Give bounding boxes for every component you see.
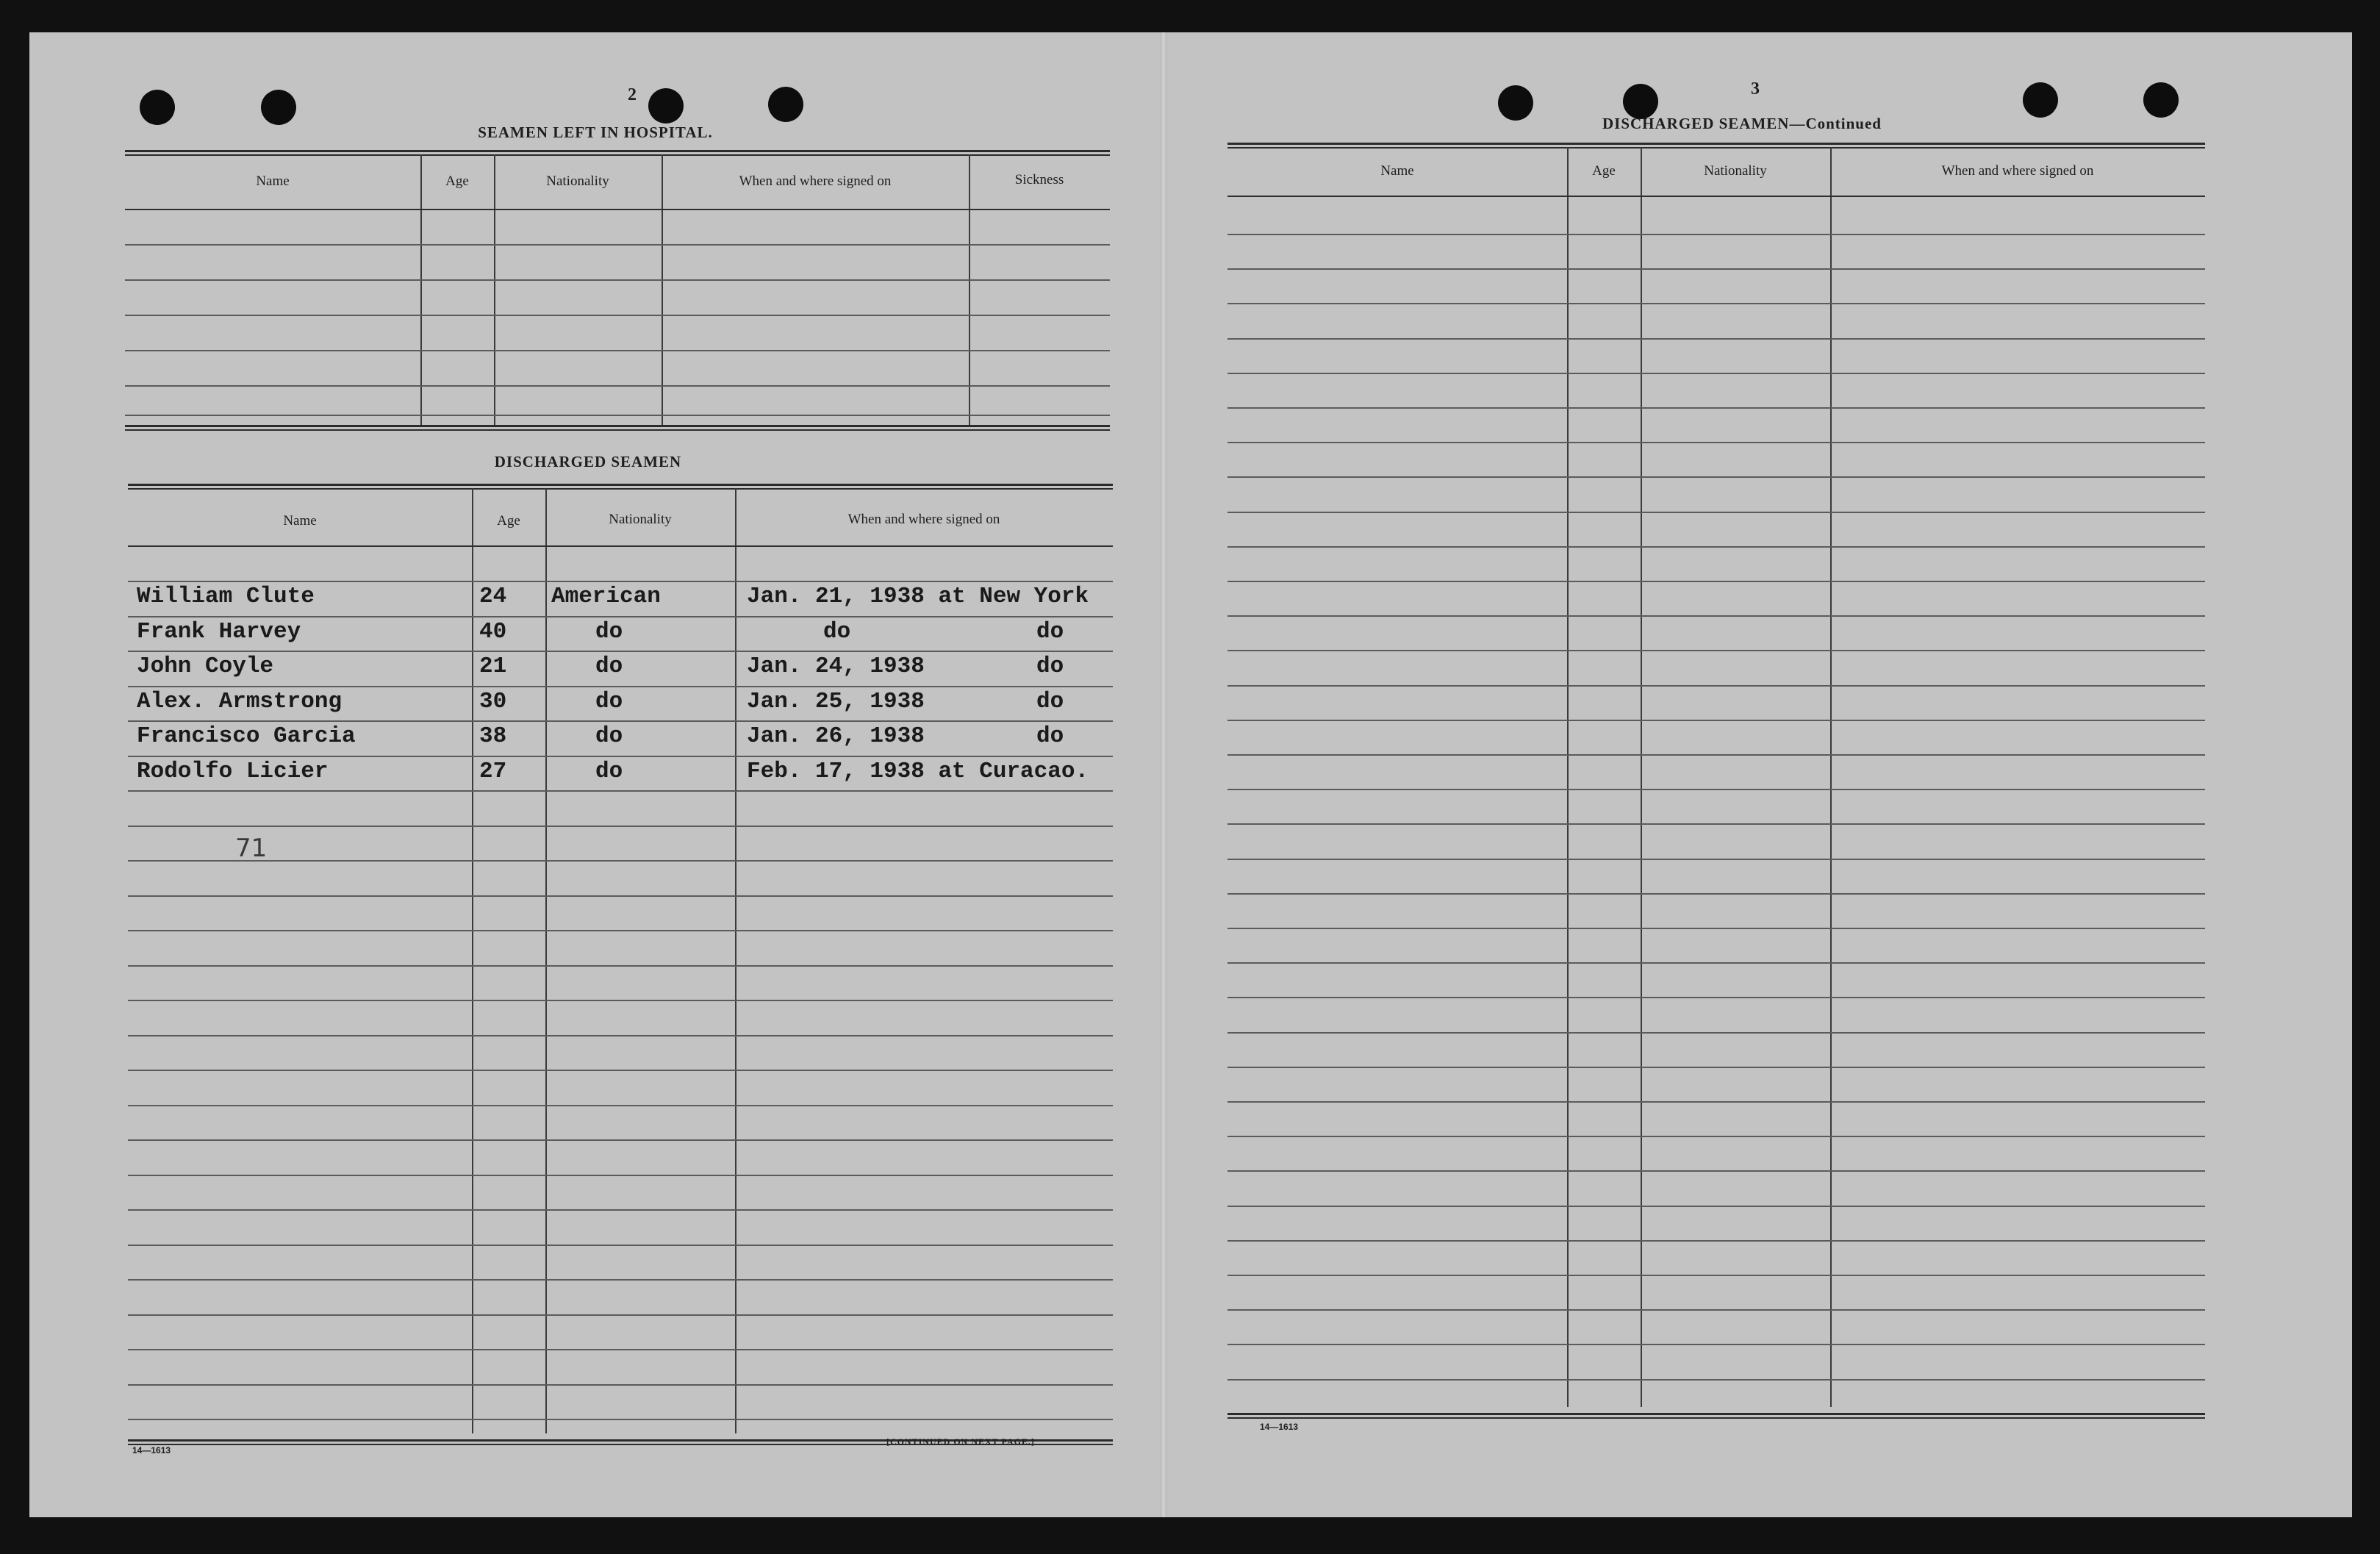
seaman-signed-on: Feb. 17, 1938 at Curacao.	[747, 758, 1089, 784]
seaman-age: 30	[479, 688, 507, 715]
ruled-line	[128, 790, 1113, 792]
ruled-line	[1227, 1170, 2205, 1172]
ruled-line	[1227, 962, 2205, 964]
ruled-line	[1227, 720, 2205, 721]
document-sheet	[29, 32, 2352, 1517]
ruled-line	[128, 1209, 1113, 1211]
seaman-age: 38	[479, 723, 507, 749]
ruled-line	[1227, 1136, 2205, 1137]
seaman-age: 21	[479, 654, 507, 679]
col-header-age: Age	[497, 513, 520, 529]
ruled-line	[1227, 476, 2205, 478]
ruled-line	[1227, 512, 2205, 513]
page-number: 2	[628, 85, 637, 104]
seaman-age: 27	[479, 758, 507, 784]
seaman-name: Francisco Garcia	[137, 723, 356, 749]
page-number: 3	[1751, 79, 1760, 99]
ruled-line	[128, 1139, 1113, 1141]
ruled-line	[128, 1279, 1113, 1281]
discharged-continued-table	[1227, 143, 2205, 1451]
ruled-line	[1227, 997, 2205, 998]
ruled-line	[1227, 1240, 2205, 1242]
seaman-nationality: do	[595, 654, 623, 679]
seaman-nationality: do	[595, 723, 623, 749]
ruled-line	[1227, 789, 2205, 790]
ruled-line	[128, 860, 1113, 862]
ruled-line	[128, 826, 1113, 827]
seaman-signed-on: Jan. 21, 1938 at New York	[747, 584, 1089, 609]
discharged-section-title: DISCHARGED SEAMEN	[494, 453, 682, 470]
ruled-line	[1227, 268, 2205, 270]
seaman-nationality: American	[551, 584, 661, 609]
col-header-signed-on: When and where signed on	[1941, 163, 2094, 179]
ruled-line	[1227, 823, 2205, 825]
seaman-signed-place: do	[1036, 618, 1064, 645]
seaman-signed-on: Jan. 25, 1938	[747, 688, 925, 715]
ruled-line	[1227, 1275, 2205, 1276]
seaman-nationality: do	[595, 688, 623, 715]
col-header-age: Age	[445, 173, 469, 189]
ruled-line	[1227, 650, 2205, 651]
ruled-line	[128, 1175, 1113, 1176]
seaman-age: 40	[479, 618, 507, 645]
ruled-line	[1227, 1344, 2205, 1345]
seaman-name: Alex. Armstrong	[137, 688, 343, 715]
continued-note: [CONTINUED ON NEXT PAGE.]	[886, 1436, 1035, 1447]
ruled-line	[1227, 407, 2205, 409]
ruled-line	[128, 930, 1113, 931]
ruled-line	[128, 1035, 1113, 1036]
ruled-line	[128, 1384, 1113, 1386]
seaman-signed-place: do	[1036, 654, 1064, 679]
ruled-line	[1227, 859, 2205, 860]
seaman-name: Frank Harvey	[137, 618, 301, 645]
page-fold	[1160, 32, 1167, 1517]
ruled-line	[1227, 685, 2205, 687]
ruled-line	[1227, 303, 2205, 304]
col-header-nationality: Nationality	[1704, 163, 1767, 179]
ruled-line	[128, 1349, 1113, 1350]
seaman-nationality: do	[595, 758, 623, 784]
seaman-nationality: do	[595, 618, 623, 645]
col-header-nationality: Nationality	[546, 173, 609, 189]
col-header-sickness: Sickness	[1014, 172, 1064, 187]
ruled-line	[128, 616, 1113, 617]
ruled-line	[128, 1419, 1113, 1420]
ruled-line	[1227, 928, 2205, 929]
ruled-line	[128, 895, 1113, 897]
hospital-section-title: SEAMEN LEFT IN HOSPITAL.	[478, 123, 713, 141]
seaman-signed-on: Jan. 24, 1938	[747, 654, 925, 679]
seaman-name: William Clute	[137, 584, 315, 609]
ruled-line	[128, 1245, 1113, 1246]
form-number: 14—1613	[1260, 1422, 1299, 1432]
seaman-signed-place: do	[1036, 723, 1064, 749]
ruled-line	[1227, 546, 2205, 548]
ruled-line	[1227, 1206, 2205, 1207]
ruled-line	[1227, 754, 2205, 756]
hospital-table	[125, 150, 1110, 466]
ruled-line	[128, 1314, 1113, 1316]
seaman-age: 24	[479, 584, 507, 609]
ruled-line	[1227, 893, 2205, 895]
col-header-signed-on: When and where signed on	[847, 512, 1000, 527]
col-header-nationality: Nationality	[609, 512, 672, 527]
col-header-name: Name	[283, 513, 317, 529]
ruled-line	[1227, 442, 2205, 443]
ruled-line	[128, 651, 1113, 652]
ruled-line	[1227, 615, 2205, 617]
ruled-line	[1227, 1067, 2205, 1068]
ruled-line	[128, 686, 1113, 687]
form-number: 14—1613	[132, 1445, 171, 1455]
ruled-line	[128, 965, 1113, 967]
ruled-line	[128, 720, 1113, 722]
left-page	[96, 32, 1125, 1517]
col-header-signed-on: When and where signed on	[739, 173, 892, 189]
col-header-name: Name	[1380, 163, 1414, 179]
ruled-line	[128, 756, 1113, 757]
ruled-line	[1227, 1309, 2205, 1311]
ruled-line	[128, 1105, 1113, 1106]
ruled-line	[1227, 373, 2205, 374]
ruled-line	[1227, 234, 2205, 235]
right-page	[1227, 32, 2271, 1517]
ruled-line	[1227, 1379, 2205, 1381]
ruled-line	[1227, 581, 2205, 582]
col-header-name: Name	[256, 173, 290, 189]
seaman-signed-place: do	[1036, 688, 1064, 715]
pencil-mark: 71	[235, 834, 268, 863]
ruled-line	[128, 1000, 1113, 1001]
seaman-name: Rodolfo Licier	[137, 758, 329, 784]
discharged-continued-title: DISCHARGED SEAMEN—Continued	[1602, 115, 1882, 132]
ruled-line	[128, 1070, 1113, 1071]
ruled-line	[1227, 338, 2205, 340]
seaman-signed-on: do	[823, 618, 851, 645]
col-header-age: Age	[1592, 163, 1616, 179]
ruled-line	[1227, 1101, 2205, 1103]
ruled-line	[1227, 1032, 2205, 1034]
seaman-signed-on: Jan. 26, 1938	[747, 723, 925, 749]
seaman-name: John Coyle	[137, 654, 274, 679]
ruled-line	[128, 581, 1113, 582]
